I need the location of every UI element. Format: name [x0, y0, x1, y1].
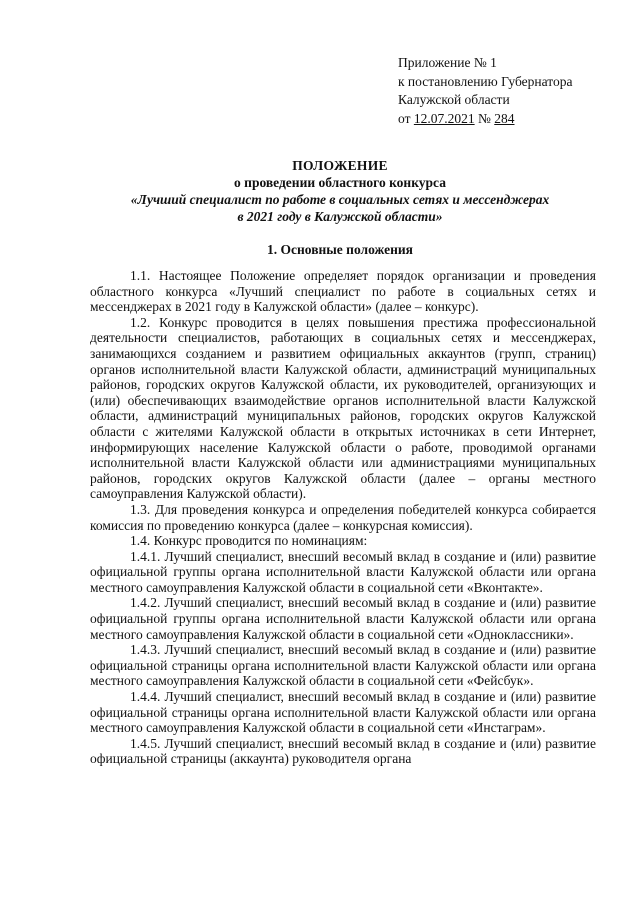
- paragraph-1-1: 1.1. Настоящее Положение определяет порядок организации и проведения областного конкурса «Лучший специалист по работе в социальных сетях и мессенджерах в 2021 году в Калужской области» (далее – конкурс).: [90, 268, 596, 315]
- section-heading: 1. Основные положения: [267, 242, 413, 257]
- paragraph-1-4-1: 1.4.1. Лучший специалист, внесший весомый вклад в создание и (или) развитие официальной группы органа исполнительной власти Калужской области или органа местного самоуправления Калужской области в социальной сети «Вконтакте».: [90, 548, 596, 595]
- number-prefix: №: [474, 110, 495, 126]
- resolution-date: 12.07.2021: [413, 110, 475, 126]
- title-line-1: о проведении областного конкурса: [234, 175, 446, 190]
- title-line-3: в 2021 году в Калужской области»: [237, 209, 443, 224]
- date-prefix: от: [398, 110, 414, 126]
- paragraph-1-4-4: 1.4.4. Лучший специалист, внесший весомый вклад в создание и (или) развитие официальной страницы органа исполнительной власти Калужской области или органа местного самоуправления Калужской области в социальной сети «Инстаграм».: [90, 689, 596, 736]
- document-title: ПОЛОЖЕНИЕ: [292, 158, 388, 173]
- paragraph-1-4-2: 1.4.2. Лучший специалист, внесший весомый вклад в создание и (или) развитие официальной группы органа исполнительной власти Калужской области или органа местного самоуправления Калужской области в социальной сети «Одноклассники».: [90, 595, 596, 642]
- paragraph-1-4: 1.4. Конкурс проводится по номинациям:: [130, 533, 368, 549]
- appendix-line-2: к постановлению Губернатора: [398, 73, 573, 89]
- paragraph-1-3: 1.3. Для проведения конкурса и определения победителей конкурса собирается комиссия по проведению конкурса (далее – конкурсная комиссия).: [90, 501, 596, 533]
- paragraph-1-2: 1.2. Конкурс проводится в целях повышения престижа профессиональной деятельности специалистов, работающих в социальных сетях и мессенджерах, занимающихся созданием и развитием официальных аккаунтов (групп, страниц) органов исполнительной власти Калужской области, администраций муниципальных районов, городских округов Калужской области, их руководителей, организующих и (или) обеспечивающих взаимодействие органов исполнительной власти Калужской области, администраций муниципальных районов, городских округов Калужской области с жителями Калужской области в открытых источниках в сети Интернет, информирующих население Калужской области о работе, проводимой органами исполнительной власти Калужской области или администрациями муниципальных районов, городских округов Калужской области (далее – органы местного самоуправления Калужской области).: [90, 314, 596, 502]
- appendix-block: [398, 54, 572, 128]
- title-line-2: «Лучший специалист по работе в социальных сетях и мессенджерах: [130, 192, 550, 207]
- paragraph-1-4-3: 1.4.3. Лучший специалист, внесший весомый вклад в создание и (или) развитие официальной страницы органа исполнительной власти Калужской области или органа местного самоуправления Калужской области в социальной сети «Фейсбук».: [90, 642, 596, 689]
- appendix-line-3: Калужской области: [398, 92, 510, 107]
- resolution-number: 284: [494, 110, 515, 126]
- appendix-line-1: Приложение № 1: [398, 55, 497, 70]
- document-body: [90, 268, 596, 767]
- paragraph-1-4-5: 1.4.5. Лучший специалист, внесший весомый вклад в создание и (или) развитие официальной страницы (аккаунта) руководителя органа: [90, 735, 596, 767]
- appendix-date-line: [398, 110, 572, 129]
